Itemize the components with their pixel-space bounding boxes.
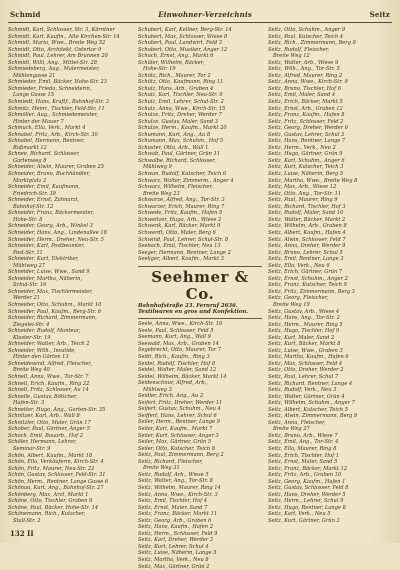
directory-entry: Seitz, Emil, Rentner, Lange 3: [268, 256, 344, 263]
directory-entry: Seitz, Bruno, Lehrer, Schul 5: [268, 249, 343, 256]
directory-entry: Breite Weg 40: [13, 367, 50, 374]
directory-entry: Mühlweg 27: [13, 262, 46, 269]
directory-entry: Seitz, Gustav, Schlosser, Feld 8: [268, 485, 349, 492]
directory-entry: Seitz, Karl, Dreher, Werder 3: [138, 537, 214, 544]
directory-entry: Schulz, Anna, Wwe., Kirch-Str. 15: [138, 105, 226, 112]
directory-entry: Schulze, Gustav, Maler, Sand 3: [138, 118, 218, 125]
directory-entry: Schneider, Richard, Zimmermann,: [8, 315, 97, 322]
directory-entry: Seiffert, Hans, Lehrer, Schul 6: [138, 412, 217, 419]
directory-entry: Schön, Fritz, Maurer, Neu-Str. 22: [8, 465, 95, 472]
directory-entry: Seitz, Kurt, Gärtner, Grün 3: [268, 518, 340, 525]
directory-entry: Seitz, Herm., Maurer, Ring 5: [268, 321, 343, 328]
directory-entry: Seitz, Luise, Näherin, Lange 5: [138, 550, 217, 557]
directory-entry: Schulz, Hans, Arb., Graben 4: [138, 85, 214, 92]
directory-entry: Breite Weg 12: [273, 53, 310, 60]
directory-entry: Seitz, Paul, Lehrer, Schul 7: [268, 373, 339, 380]
directory-entry: Schoch, Emil, Bauarb., Hof 2: [8, 432, 84, 439]
directory-entry: Seiler, Otto, Kutscher, Teich 8: [138, 445, 215, 452]
directory-entry: Seitz, Richard, Fleischer,: [138, 458, 203, 465]
directory-entry: Schwerdt, Otto, Maler, Berg 6: [138, 229, 216, 236]
directory-entry: Schwede, Fritz, Kaufm., Hafen 5: [138, 210, 223, 217]
page-number: 132 II: [10, 529, 34, 538]
directory-entry: Seitz, Paul, Zimmermann, Berg 2: [138, 452, 224, 459]
directory-entry: Seitz, Hugo, Tischler, Hof 9: [268, 328, 340, 335]
directory-entry: Seitz, Erich, Gärtner, Grün 7: [268, 269, 343, 276]
ad-line: Textilwaren en gros und Konfektion.: [138, 309, 249, 316]
directory-entry: Seitz, Karl, Schuhm., Anger 6: [268, 157, 345, 164]
header-left-keyword: Schmid: [10, 10, 41, 19]
directory-entry: Seitz, Anna, Dreher, Werder 9: [268, 243, 346, 250]
directory-entry: Seitz, Alwin, Schlosser, Feld 7: [268, 236, 346, 243]
directory-entry: Schneider, Kurt, Elektriker,: [8, 256, 79, 263]
directory-entry: Mühlengasse 21: [13, 72, 56, 79]
directory-entry: Seitz, Ella, Maurer, Ring 8: [268, 446, 337, 452]
directory-entry: Schmiedeberg, Aug., Malermeister,: [8, 66, 100, 73]
directory-entry: Roßmarkt 12: [13, 144, 47, 151]
directory-entry: Schnelle, Gustav, Böttcher,: [8, 393, 78, 400]
directory-entry: Seiler, Herm., Rentner, Lange 9: [138, 419, 220, 426]
directory-entry: Schönberg, Max, Arzt, Markt 1: [8, 491, 89, 498]
directory-entry: Schnell, Erich, Kaufm., Ring 22: [8, 380, 90, 387]
directory-entry: Seitz, Herm., Schlosser, Feld 9: [138, 530, 218, 537]
directory-entry: Schwarz, Walter, Zimmerm., Anger 4: [138, 177, 234, 184]
directory-entry: Schmidt, Paul, Lehrer, Am Brunnen 20: [8, 53, 108, 60]
directory-entry: Mühlweg 9: [143, 164, 172, 171]
directory-entry: Seitz, Anna, Wwe., Kirch-Str. 9: [268, 79, 348, 86]
directory-entry: Hohe-Str. 19: [143, 66, 176, 73]
directory-entry: Seitz, Emil, Maler, Sand 4: [268, 92, 336, 99]
directory-entry: Seitz, Wilhelm, Arb., Graben 8: [268, 223, 347, 230]
directory-entry: Schön, Herm., Rentner, Lange Gasse 6: [8, 478, 109, 485]
directory-entry: Seeliger, Albert, Kaufm., Markt 3: [138, 256, 224, 263]
directory-entry: Breite Weg 19: [273, 301, 310, 308]
directory-entry: Schwab, Paul, Gärtner, Grün 11: [138, 151, 221, 158]
directory-entry: Schmiedt, Hans, Kraftf., Bahnhof-Str. 3: [8, 99, 110, 106]
directory-entry: Schmieder, Frieda, Schneiderin,: [8, 85, 92, 92]
directory-entry: Schneider, Max, Tischlermeister,: [8, 288, 93, 295]
directory-entry: Schnell, Anna, Wwe., Tor-Str. 7: [8, 373, 89, 380]
directory-entry: Schöler, Hermann, Lehrer,: [8, 439, 77, 446]
directory-entry: Lange Gasse 15: [13, 92, 55, 99]
directory-entry: Schwarzer, Erich, Maurer, Ring 7: [138, 203, 225, 210]
directory-entry: Schneider, Walter, Arb., Teich 2: [8, 341, 90, 348]
directory-entry: Seitz, Kurt, Lehrer, Schul 4: [138, 543, 209, 550]
directory-entry: Schwarze, Alfred, Ang., Tor-Str. 3: [138, 197, 225, 204]
directory-entry: Breite Weg 23: [143, 190, 180, 197]
column-left: [8, 27, 132, 537]
directory-entry: Breite Weg 31: [143, 465, 180, 472]
directory-entry: Schul-Str. 16: [13, 282, 47, 289]
directory-entry: Schüler, Wilhelm, Bäcker,: [138, 59, 205, 66]
directory-entry: Seitz, Franz, Kaufm., Hafen 8: [268, 112, 345, 119]
directory-entry: Seitz, Georg, Arb., Graben 6: [138, 517, 212, 524]
directory-entry: Seitz, Otto, Schuhm., Anger 9: [268, 27, 346, 33]
directory-entry: Seitz, Fritz, Schlosser, Feld 2: [268, 118, 344, 125]
directory-entry: Seebach, Emil, Tischler, Neu 13: [138, 243, 221, 250]
directory-entry: Seidel, Walter, Maler, Sand 12: [138, 367, 217, 374]
directory-entry: Seidler, Erich, Ang., Au 2: [138, 393, 204, 400]
directory-entry: Schnitzler, Otto, Maler, Grün 17: [8, 419, 91, 426]
directory-entry: Schulze, Herm., Kaufm., Markt 20: [138, 125, 227, 132]
directory-entry: Schnetter, Hugo, Ang., Garten-Str. 35: [8, 406, 106, 413]
directory-entry: Seitz, Luise, Näherin, Berg 5: [268, 171, 343, 178]
directory-entry: Seitz, Bruno, Arb., Wiese 7: [268, 432, 338, 439]
directory-entry: Schöne, Otto, Tischler, Graben 9: [8, 498, 93, 505]
directory-entry: Seitz, Karl, Maler, Sand 2: [268, 334, 335, 341]
directory-entry: Seitz, Walter, Gärtner, Grün 4: [268, 393, 345, 400]
directory-entry: Seitz, Ernst, Schuhm., Anger 2: [268, 275, 348, 282]
directory-entry: Seitz, Rudolf, Maler, Sand 10: [268, 210, 344, 217]
directory-entry: Seele, Paul, Schlosser, Feld 5: [138, 327, 214, 334]
directory-entry: Seitz, Anna, Fleischer,: [268, 419, 326, 426]
directory-entry: Seitz, Martha, Wwe., Breite Weg 8: [268, 177, 358, 184]
directory-entry: Seiler, Karl, Kaufm., Markt 7: [138, 426, 213, 433]
directory-entry: Seitz, Alfred, Maurer, Ring 2: [268, 72, 343, 79]
directory-entry: Seidenschnur, Alfred, Arb.,: [138, 380, 208, 387]
directory-entry: Seitz, Martha, Kaufm., Hafen 6: [268, 354, 349, 361]
directory-entry: Seitz, Gustav, Lehrer, Schul 3: [268, 131, 345, 138]
directory-entry: Schumann, Max, Schuhm., Hof 5: [138, 138, 224, 145]
directory-entry: Seitz, Ernst, Arb., Graben 12: [268, 105, 343, 112]
column-middle: [138, 27, 262, 570]
directory-entry: Schmidt, Willi, Ang., Mittel-Str. 28: [8, 59, 98, 66]
directory-entry: Kloster-Str. 19: [13, 334, 51, 341]
directory-entry: Seitz, Ernst, Maler, Sand 7: [138, 504, 208, 511]
directory-entry: Schnabel, Hermann, Rentner,: [8, 138, 85, 145]
directory-entry: Schneider, Emil, Kaufmann,: [8, 184, 81, 191]
directory-entry: Seitz, Rudolf, Arb., Wiese 5: [138, 471, 209, 478]
directory-entry: Gartenweg 8: [13, 157, 47, 164]
directory-entry: Seitz, Hans, Ang., Tor-Str. 2: [268, 315, 340, 322]
directory-entry: Schneider, Otto, Schuhm., Markt 10: [8, 301, 102, 308]
directory-entry: Seifert, Fritz, Dreher, Werder 11: [138, 399, 223, 406]
column-right: [268, 27, 392, 537]
directory-entry: Seiler, Max, Gärtner, Grün 5: [138, 439, 212, 446]
directory-entry: Seitz, Franz, Bäcker, Markt 12: [268, 465, 348, 472]
directory-entry: Seitz, Hans, Rentner, Lange 7: [268, 138, 346, 145]
directory-entry: Seitz, Richard, Tischler, Hof 3: [268, 203, 346, 210]
directory-entry: Schneider, Bruno, Buchhändler,: [8, 171, 91, 178]
directory-entry: Seifert, Gustav, Schuhm., Neu 4: [138, 406, 221, 413]
directory-entry: Seitz, Franz, Bäcker, Markt 11: [138, 511, 218, 518]
directory-entry: Seeger, Hermann, Rentner, Lange 2: [138, 249, 231, 256]
directory-entry: Seitz, Emil, Ang., Tor-Str. 4: [268, 439, 339, 446]
directory-entry: Schneider, Paul, Kaufm., Berg-Str. 6: [8, 308, 102, 315]
directory-entry: Schneider, Wilh., Invalide,: [8, 347, 76, 354]
directory-entry: Schmuck, Ella, Verk., Markt 4: [8, 125, 86, 132]
directory-entry: Schwalbe, Richard, Schlosser,: [138, 157, 216, 164]
directory-entry: Seitz, Alwin, Zimmermann, Berg 9: [268, 413, 358, 420]
directory-entry: Schneider, Alwin, Maurer, Graben 25: [8, 164, 105, 171]
directory-entry: Seidel, Wilhelm, Bäcker, Markt 14: [138, 373, 227, 380]
directory-entry: Seitz, Erich, Bäcker, Markt 5: [268, 99, 343, 106]
directory-entry: Schönemann, Rich., Kutscher,: [8, 511, 86, 518]
directory-entry: Seitz, Rudolf, Fleischer,: [268, 46, 330, 53]
directory-entry: Schuch, Ernst, Ang., Markt 6: [138, 53, 214, 60]
directory-entry: Seitz, Gustav, Arb., Wiese 4: [268, 308, 340, 315]
directory-entry: Seitz, Erich, Tischler, Hof 1: [268, 452, 340, 459]
directory-entry: Schönau, Kurt, Ang., Bahnhof-Str. 27: [8, 485, 104, 492]
directory-entry: Schober, Paul, Gärtner, Anger 5: [8, 426, 90, 433]
directory-entry: Seewald, Max, Arb., Graben 14: [138, 340, 219, 347]
directory-entry: Seitz, Walter, Arb., Wiese 9: [268, 59, 339, 66]
directory-entry: Schmitz, Heinr., Tischler, Feld-Str. 11: [8, 105, 105, 112]
directory-entry: Segebrecht, Otto, Maurer, Tor 7: [138, 347, 221, 354]
directory-entry: Seitz, Max, Schlosser, Feld 4: [268, 360, 343, 367]
directory-entry: Ziegelei-Str. 4: [13, 321, 50, 328]
directory-entry: Schneider, Georg, Arb., Winkel 3: [8, 223, 93, 230]
directory-entry: Schulz, Karl, Tischler, Neu-Str. 9: [138, 92, 223, 99]
directory-entry: Schulze, Fritz, Dreher, Werder 7: [138, 112, 222, 119]
directory-entry: Seitz, Max, Arb., Wiese 12: [268, 184, 337, 191]
directory-entry: Hinter den Gärten 13: [13, 354, 69, 361]
directory-entry: Seitz, Ernst, Maler, Sand 5: [268, 459, 338, 466]
directory-entry: Schneider, Franz, Bäckermeister,: [8, 210, 94, 217]
directory-entry: Breite Weg 27: [273, 426, 310, 433]
directory-entry: Schmieder, Emil, Bäcker, Hohe-Str. 23: [8, 79, 108, 86]
directory-entry: Seitz, Rich., Zimmermann, Berg 8: [268, 40, 356, 47]
directory-entry: Schneider, Rudolf, Monteur,: [8, 328, 81, 335]
directory-entry: Marktplatz 2: [13, 177, 47, 184]
directory-entry: Schütz, Otto, Kaufmann, Ring 11: [138, 79, 224, 86]
directory-entry: Seitz, Wilh., Ang., Tor-Str. 5: [268, 66, 340, 73]
directory-entry: Werder 21: [13, 295, 41, 302]
directory-entry: Seitz, Georg, Kaufm., Hafen 1: [268, 478, 346, 485]
directory-entry: Seitz, Wilhelm, Schuhm., Anger 7: [268, 400, 355, 407]
entry-columns: [8, 27, 392, 570]
directory-entry: Schmöller, Aug., Schmiedemeister,: [8, 112, 98, 119]
directory-entry: Seitz, Georg, Fleischer,: [268, 295, 329, 302]
directory-entry: Schubert, Max, Schlosser, Wiese 8: [138, 33, 228, 40]
directory-entry: Seitz, Hugo, Rentner, Lange 8: [268, 504, 346, 511]
directory-entry: Schneider, Ernst, Zahnarzt,: [8, 197, 80, 204]
directory-entry: Schnee, Richard, Schlosser,: [8, 151, 80, 158]
directory-entry: Schwarz, Wilhelm, Fleischer,: [138, 184, 213, 191]
directory-entry: Seitz, Kurt, Bäcker, Markt 8: [268, 341, 341, 348]
directory-entry: Seiler, Kurt, Schlosser, Anger 3: [138, 432, 219, 439]
directory-entry: Seitz, Albert, Kutscher, Teich 5: [268, 406, 348, 413]
directory-entry: Schubert, Paul, Landwirt, Feld 3: [138, 40, 222, 47]
directory-entry: Schön, Gustav, Schlosser, Feld-Str. 31: [8, 472, 106, 479]
directory-entry: Seitz, Franz, Kutscher, Teich 9: [268, 282, 347, 289]
directory-entry: Schneider, Hans, Ang., Lindenallee 18: [8, 229, 107, 236]
directory-entry: Seitz, Bruno, Tischler, Hof 6: [268, 85, 341, 92]
directory-entry: Schnabel, Fritz, Arb., Kirch-Str. 30: [8, 131, 98, 138]
directory-entry: Seitz, Otto, Dreher, Werder 2: [268, 367, 344, 374]
directory-entry: Schneider, Herm., Dreher, Neu-Str. 5: [8, 236, 104, 243]
directory-entry: Seitz, Ella, Verk., Neu 6: [268, 262, 330, 269]
directory-entry: Schön, Albert, Kaufm., Markt 18: [8, 452, 93, 459]
directory-entry: Seitz, Emil, Tischler, Hof 4: [138, 498, 207, 505]
header-title: Einwohner-Verzeichnis: [158, 10, 252, 19]
directory-entry: Schweitzer, Hugo, Arb., Wiese 2: [138, 216, 222, 223]
directory-entry: Stall-Str. 2: [13, 518, 41, 525]
directory-entry: Schneider, Martha, Näherin,: [8, 275, 82, 282]
directory-entry: Schuster, Otto, Arb., Wall 1: [138, 144, 209, 151]
directory-entry: Seitz, Hans, Dreher, Werder 5: [268, 491, 346, 498]
directory-entry: Seitz, Richard, Rentner, Lange 4: [268, 380, 353, 387]
directory-entry: Schwenk, Karl, Bäcker, Markt 9: [138, 223, 221, 230]
directory-entry: Schmidt, Otto, Architekt, Ostertor 9: [8, 46, 102, 53]
directory-entry: Seitz, Martha, Verk., Neu 8: [138, 556, 209, 563]
directory-entry: Schnell, Fritz, Schlosser, Au 14: [8, 387, 89, 394]
advertisement-box: [138, 266, 262, 320]
directory-entry: Schneider, Luise, Wwe., Sand 9: [8, 269, 90, 276]
directory-entry: Seitz, Otto, Ang., Tor-Str. 11: [268, 190, 342, 197]
directory-entry: Schneider, Karl, Postbeamter,: [8, 243, 85, 250]
ad-line: Bahnhofstraße 23. Fernruf 2636.: [138, 302, 238, 309]
ad-company-name: Seehmer & Co.: [151, 267, 249, 303]
directory-entry: Seitz, Walter, Bäcker, Markt 2: [268, 216, 346, 223]
header-right-keyword: Seitz: [369, 10, 390, 19]
column-middle-top: [138, 27, 262, 263]
directory-entry: Schulz, Emil, Lehrer, Schul-Str. 2: [138, 99, 224, 106]
directory-entry: Seitz, Kurt, Kutscher, Teich 3: [268, 164, 344, 171]
directory-entry: Seitz, Fritz, Zimmermann, Berg 3: [268, 288, 355, 295]
directory-entry: Schmidt, Karl, Kaufm., Alte Kirchen-Str. 14: [8, 33, 120, 40]
directory-entry: Schön, Ella, Verkäuferin, Kirch-Str. 4: [8, 459, 104, 466]
directory-entry: Schumann, Kurt, Ang., Au 8: [138, 131, 211, 138]
directory-entry: Seitz, Rudolf, Verk., Neu 3: [268, 387, 337, 394]
directory-entry: Seitz, Paul, Maurer, Ring 9: [268, 197, 338, 204]
directory-entry: Seminar-Str. 9: [13, 446, 51, 452]
directory-entry: Seitz, Fritz, Arb., Graben 10: [268, 472, 342, 479]
directory-entry: Seitz, Paul, Kutscher, Teich 4: [268, 33, 344, 40]
directory-entry: Seemann, Kurt, Ang., Wall 9: [138, 334, 211, 341]
directory-entry: Schneidewind, Alfred, Fleischer,: [8, 360, 92, 367]
directory-entry: Seitz, Herm., Verk., Neu 2: [268, 144, 336, 151]
directory-entry: Seitz, Luise, Wwe., Graben 3: [268, 347, 343, 354]
directory-entry: Friedrich-Str. 39: [13, 190, 56, 197]
directory-entry: Schubert, Otto, Musiker, Anger 12: [138, 46, 228, 53]
directory-entry: Seitz, Max, Gärtner, Grün 2: [138, 563, 210, 570]
directory-entry: Seitz, Hans, Kaufm., Hafen 2: [138, 524, 213, 531]
directory-entry: Schnitzer, Karl, Arb., Wall 8: [8, 413, 80, 420]
directory-entry: Seidel, Rudolf, Tischler, Hof 8: [138, 360, 216, 367]
directory-entry: Schütz, Rich., Maurer, Tor 2: [138, 72, 211, 79]
column-middle-bottom: [138, 321, 262, 570]
directory-entry: Seitz, Herm., Lehrer, Schul 9: [268, 498, 344, 505]
directory-entry: Hafen-Str. 3: [13, 400, 45, 407]
page-header: [8, 8, 392, 23]
directory-entry: Seitz, Anna, Wwe., Kirch-Str. 3: [138, 491, 218, 498]
directory-entry: Bahnhof-Str. 12: [13, 203, 54, 210]
directory-entry: Seele, Anna, Wwe., Kirch-Str. 16: [138, 321, 223, 328]
directory-entry: Mühlweg 3: [143, 386, 172, 393]
directory-entry: Hohe-Str. 8: [13, 216, 43, 223]
directory-entry: Schmidt, Maria, Wwe., Breite Weg 52: [8, 40, 106, 47]
directory-entry: Schwan, Rudolf, Kutscher, Teich 6: [138, 171, 227, 178]
directory-entry: Seibt, Rich., Kaufm., Ring 3: [138, 354, 210, 361]
directory-entry: Seitz, Walter, Ang., Tor-Str. 8: [138, 478, 213, 485]
directory-entry: Seitz, Hugo, Gärtner, Grün 9: [268, 151, 343, 158]
directory-entry: Seitz, Georg, Dreher, Werder 6: [268, 125, 348, 132]
directory-entry: Seitz, Albert, Kaufm., Hafen 4: [268, 229, 346, 236]
directory-entry: Hinter der Mauer 7: [13, 118, 64, 125]
directory-entry: Schubert, Karl, Kellner, Berg-Str. 14: [138, 27, 232, 33]
directory-entry: Schöne, Paul, Bäcker, Hohe-Str. 14: [8, 504, 99, 511]
directory-entry: Post-Str. 11: [13, 249, 43, 256]
directory-entry: Schwind, Paul, Lehrer, Schul-Str. 8: [138, 236, 229, 243]
directory-entry: Seitz, Wilhelm, Maurer, Ring 14: [138, 484, 221, 491]
directory-entry: Seitz, Karl, Verk., Neu 5: [268, 511, 331, 518]
directory-entry: Schmidt, Karl, Schlosser, Str. 3, Kärntner: [8, 27, 115, 33]
